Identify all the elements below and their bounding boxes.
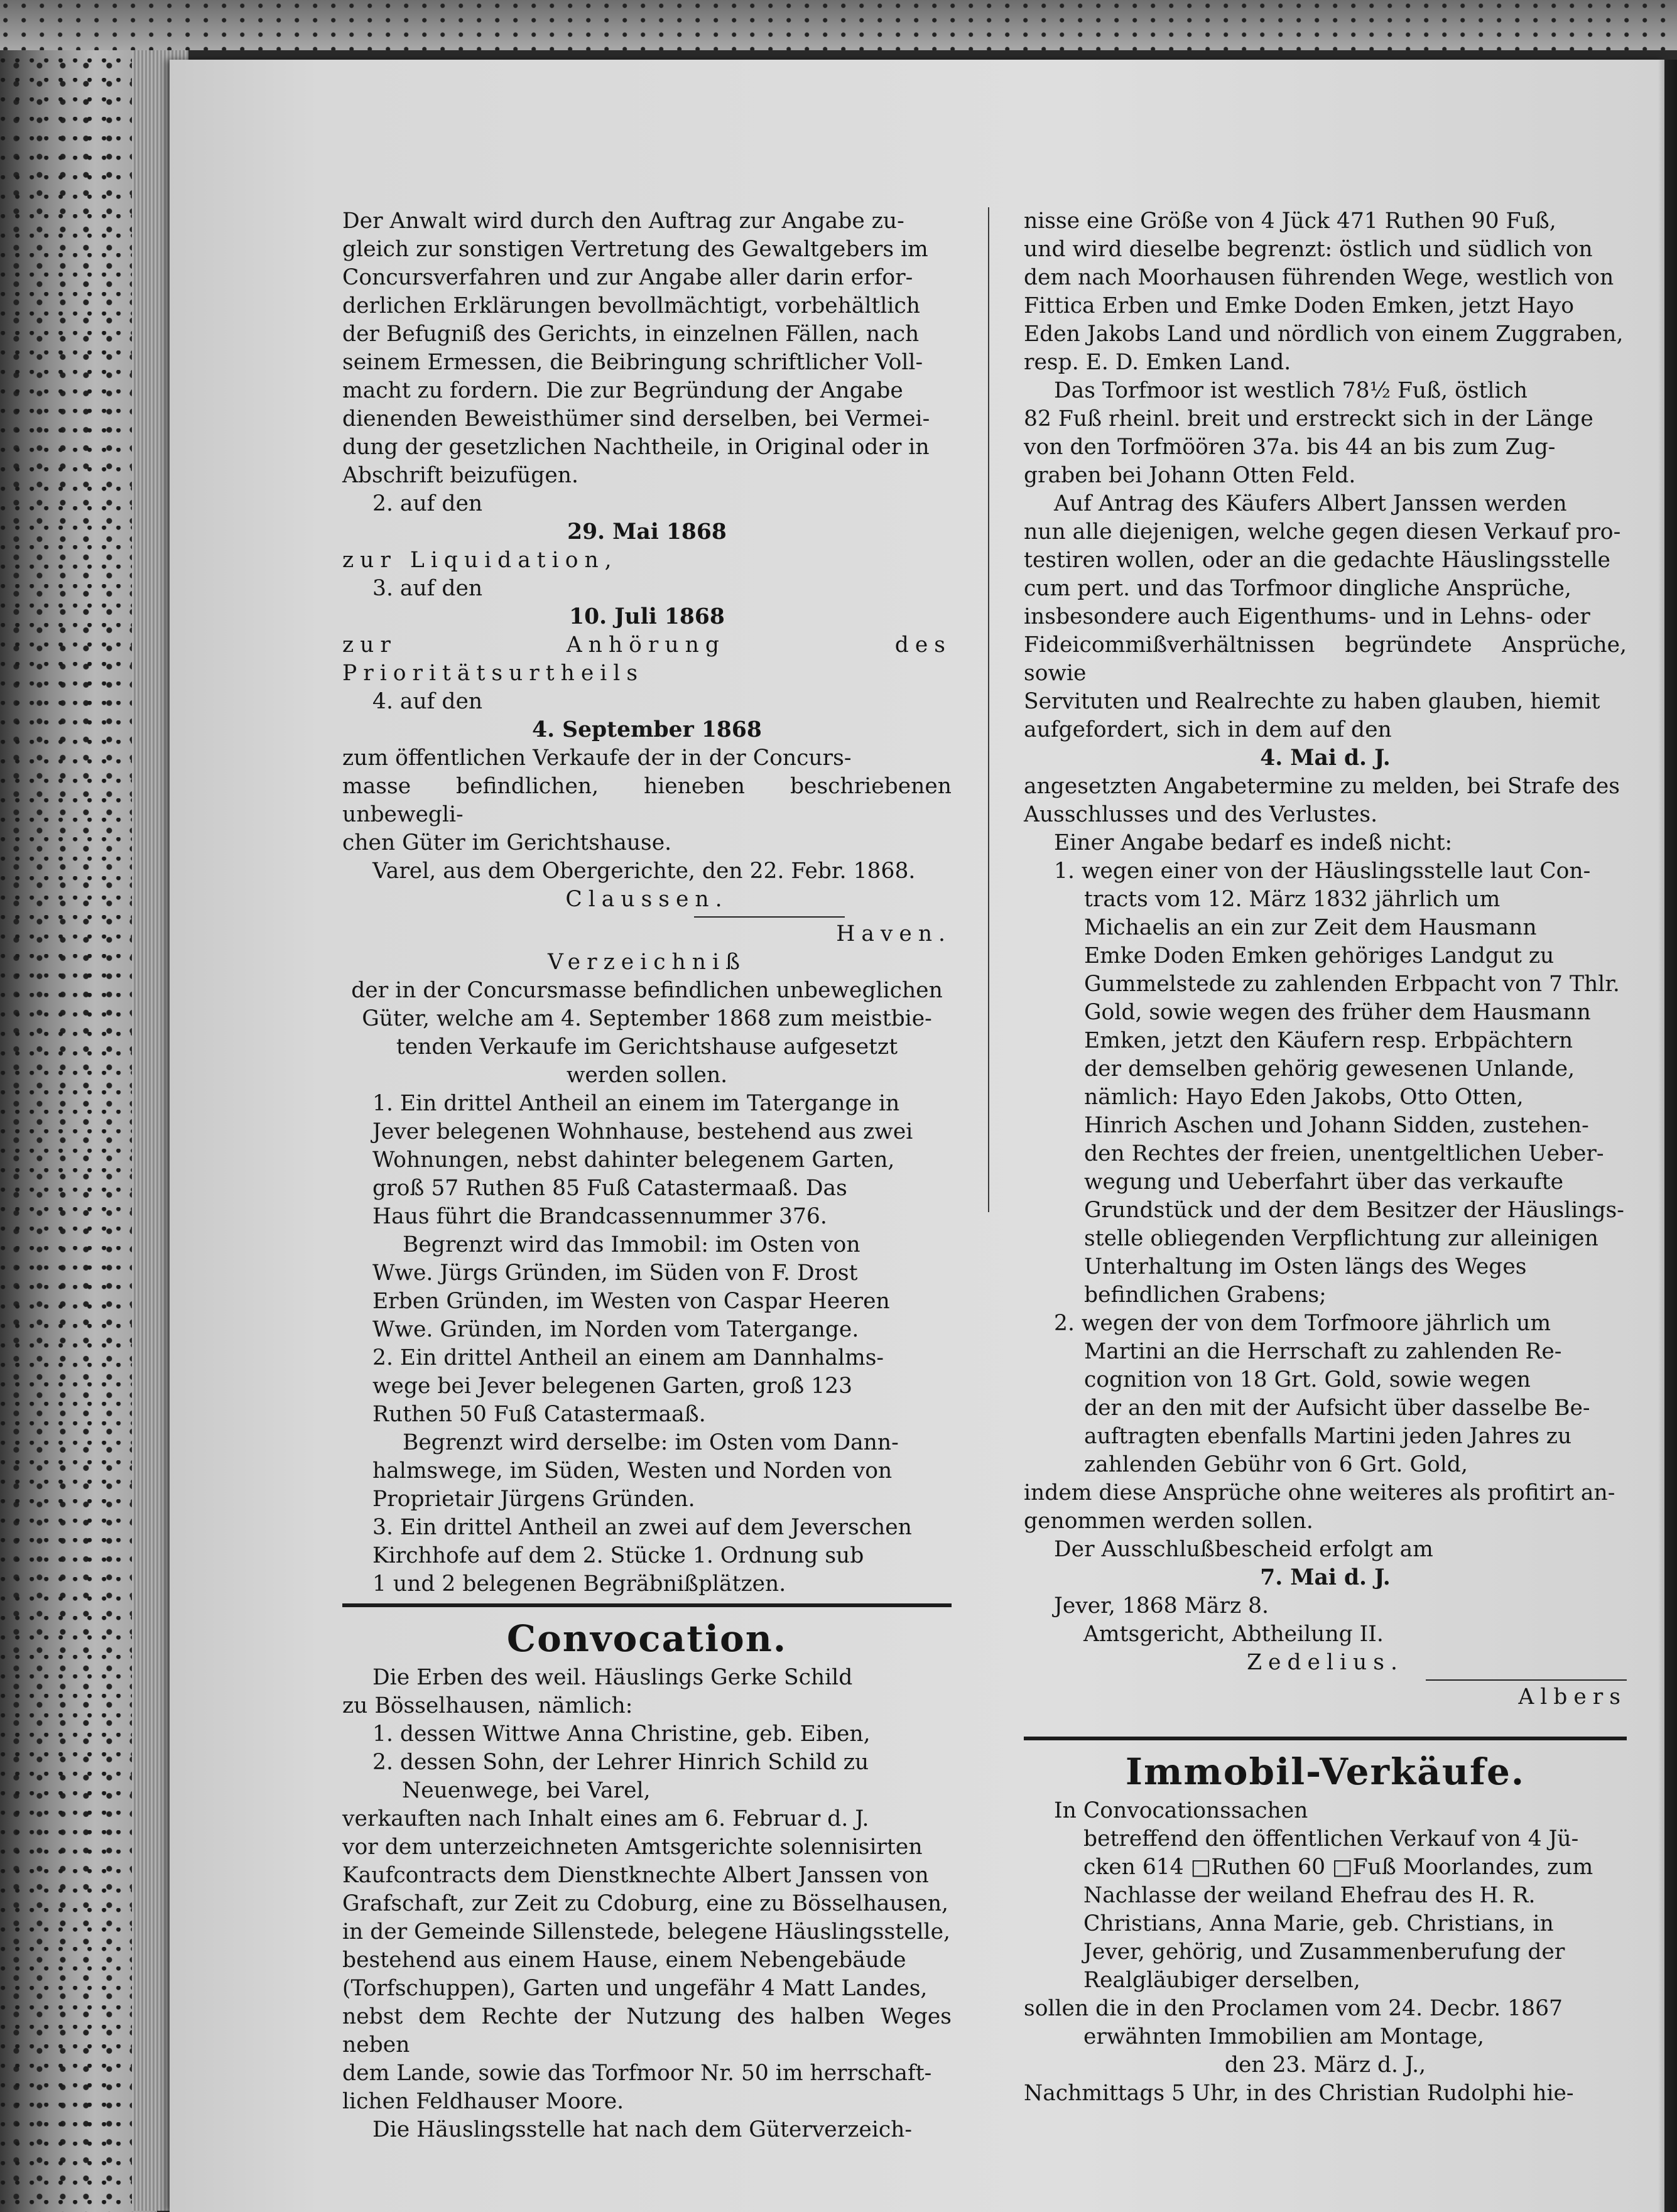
verzeichnis-intro: der in der Concursmasse befindlichen unbeweglichen Güter, welche am 4. September 1868 zum meistbie- tenden Verkaufe im Gerichtshause aufgesetzt werden sollen. (351, 978, 943, 1088)
verzeichnis-title: Verzeichniß (547, 950, 747, 975)
convocation-continued: Die Häuslingsstelle hat nach dem Güterverzeich- (372, 2117, 913, 2142)
signature-rule-right (1426, 1679, 1627, 1681)
exception-2: 2. wegen der von dem Torfmoore jährlich um Martini an die Herrschaft zu zahlenden Re- cognition von 18 Grt. Gold, sowie wegen der an den mit der Aufsicht über dasselbe Be- auftragten ebenfalls Martini jeden Jahres zu zahlenden Gebühr von 6 Grt. Gold, (1054, 1311, 1590, 1477)
immobil-date: den 23. März d. J., (1224, 2052, 1426, 2078)
torfmoor-paragraph: Das Torfmoor ist westlich 78½ Fuß, östlich 82 Fuß rheinl. breit und erstreckt sich in der Länge von den Torfmöören 37a. bis 44 an bis zum Zug- graben bei Johann Otten Feld. (1024, 378, 1593, 488)
exceptions-end: indem diese Ansprüche ohne weiteres als profitirt an- genommen werden sollen. (1024, 1480, 1615, 1534)
book-top-edge (0, 0, 1677, 50)
left-column (342, 207, 952, 2144)
decision-line: Der Ausschlußbescheid erfolgt am (1054, 1537, 1433, 1562)
verzeichnis-item-3: 3. Ein drittel Antheil an zwei auf dem Jeverschen Kirchhofe auf dem 2. Stücke 1. Ordnung sub 1 und 2 belegenen Begräbnißplätzen. (372, 1515, 912, 1597)
signature-albers: Albers (1518, 1684, 1627, 1710)
term-item-2: 2. auf den (372, 491, 483, 516)
termin-paragraph: angesetzten Angabetermine zu melden, bei Strafe des Ausschlusses und des Verlustes. (1024, 774, 1620, 827)
convocation-heading: Convocation. (506, 1617, 788, 1660)
place-date: Varel, aus dem Obergerichte, den 22. Febr. 1868. (372, 859, 916, 884)
page-gutter-shadow (1658, 60, 1677, 2212)
signature-zedelius: Zedelius. (1247, 1650, 1404, 1675)
right-column (1024, 207, 1627, 2108)
verzeichnis-item-2: 2. Ein drittel Antheil an einem am Dannhalms- wege bei Jever belegenen Garten, groß 123 Ruthen 50 Fuß Catastermaaß. Begrenzt wird derselbe: im Osten vom Dann- halmswege, im Süden, Westen und Norden von Proprietair Jürgens Gründen. (372, 1345, 899, 1512)
term-purpose-4: zum öffentlichen Verkaufe der in der Concurs- masse befindlichen, hieneben beschriebenen unbewegli- chen Güter im Gerichtshause. (342, 745, 952, 855)
column-divider (988, 207, 989, 1212)
convocation-intro: Die Erben des weil. Häuslings Gerke Schild zu Bösselhausen, nämlich: (342, 1665, 853, 1718)
convocation-continuation: nisse eine Größe von 4 Jück 471 Ruthen 90 Fuß, und wird dieselbe begrenzt: östlich und südlich von dem nach Moorhausen führenden Wege, westlich von Fittica Erben und Emke Doden Emken, jetzt Hayo Eden Jakobs Land und nördlich von einem Zuggraben, resp. E. D. Emken Land. (1024, 209, 1624, 375)
immobil-time-place: Nachmittags 5 Uhr, in des Christian Rudolphi hie- (1024, 2081, 1574, 2106)
exception-1: 1. wegen einer von der Häuslingsstelle laut Con- tracts vom 12. März 1832 jährlich um Michaelis an ein zur Zeit dem Hausmann Emke Doden Emken gehöriges Landgut zu Gummelstede zu zahlenden Erbpacht von 7 Thlr. Gold, sowie wegen des früher dem Hausmann Emken, jetzt den Käufern resp. Erbpächtern der demselben gehörig gewesenen Unlande, nämlich: Hayo Eden Jakobs, Otto Otten, Hinrich Aschen und Johann Sidden, zustehen- den Rechtes der freien, unentgeltlichen Ueber- wegung und Ueberfahrt über das verkaufte Grundstück und der dem Besitzer der Häuslings- stelle obliegenden Verpflichtung zur alleinigen Unterhaltung im Osten längs des Weges befindlichen Grabens; (1054, 859, 1624, 1308)
term-date-2: 29. Mai 1868 (567, 519, 727, 545)
term-purpose-3: zur Anhörung des Prioritätsurtheils (342, 632, 952, 686)
immobil-details: betreffend den öffentlichen Verkauf von 4 Jü- cken 614 □Ruthen 60 □Fuß Moorlandes, zum Nachlasse der weiland Ehefrau des H. R. Christians, Anna Marie, geb. Christians, in Jever, gehörig, und Zusammenberufung der Realgläubiger derselben, (1083, 1826, 1593, 1993)
attorney-paragraph: Der Anwalt wird durch den Auftrag zur Angabe zu- gleich zur sonstigen Vertretung des Gewaltgebers im Concursverfahren und zur Angabe aller darin erfor- derlichen Erklärungen bevollmächtigt, vorbehältlich der Befugniß des Gerichts, in einzelnen Fällen, nach seinem Ermessen, die Beibringung schriftlicher Voll- macht zu fordern. Die zur Begründung der Angabe dienenden Beweisthümer sind derselben, bei Vermei- dung der gesetzlichen Nachtheile, in Original oder in Abschrift beizufügen. (342, 209, 930, 488)
immobil-intro: In Convocationssachen (1054, 1798, 1308, 1823)
term-date-3: 10. Juli 1868 (569, 604, 725, 629)
place-date-jever: Jever, 1868 März 8. (1054, 1593, 1269, 1618)
immobil-sale: sollen die in den Proclamen vom 24. Decbr. 1867 erwähnten Immobilien am Montage, (1024, 1996, 1563, 2049)
antrag-paragraph: Auf Antrag des Käufers Albert Janssen werden nun alle diejenigen, welche gegen diesen Verkauf pro- testiren wollen, oder an die gedachte Häuslingsstelle cum pert. und das Torfmoor dingliche Ansprüche, insbesondere auch Eigenthums- und in Lehns- oder Fideicommißverhältnissen begründete Ansprüche, sowie Servituten und Realrechte zu haben glauben, hiemit aufgefordert, sich in dem auf den (1024, 491, 1627, 742)
convocation-heir-1: 1. dessen Wittwe Anna Christine, geb. Eiben, (372, 1721, 871, 1747)
signature-rule (694, 916, 845, 918)
exceptions-intro: Einer Angabe bedarf es indeß nicht: (1054, 830, 1453, 855)
date-may-4: 4. Mai d. J. (1260, 745, 1391, 771)
term-item-4: 4. auf den (372, 689, 483, 714)
section-rule-right (1024, 1737, 1627, 1740)
court-name: Amtsgericht, Abtheilung II. (1083, 1622, 1384, 1647)
immobil-heading: Immobil-Verkäufe. (1125, 1750, 1526, 1793)
term-item-3: 3. auf den (372, 576, 483, 601)
date-may-7: 7. Mai d. J. (1260, 1565, 1391, 1590)
term-purpose-2: zur Liquidation, (342, 548, 618, 573)
section-rule (342, 1603, 952, 1607)
signature-claussen: Claussen. (565, 887, 729, 912)
convocation-body: verkauften nach Inhalt eines am 6. Februar d. J. vor dem unterzeichneten Amtsgerichte solennisirten Kaufcontracts dem Dienstknechte Albert Janssen von Grafschaft, zur Zeit zu Cdoburg, eine zu Bösselhausen, in der Gemeinde Sillenstede, belegene Häuslingsstelle, bestehend aus einem Hause, einem Nebengebäude (Torfschuppen), Garten und ungefähr 4 Matt Landes, nebst dem Rechte der Nutzung des halben Weges neben dem Lande, sowie das Torfmoor Nr. 50 im herrschaft- lichen Feldhauser Moore. (342, 1806, 952, 2114)
term-date-4: 4. September 1868 (532, 717, 762, 742)
verzeichnis-item-1: 1. Ein drittel Antheil an einem im Tatergange in Jever belegenen Wohnhause, bestehend aus zwei Wohnungen, nebst dahinter belegenem Garten, groß 57 Ruthen 85 Fuß Catastermaaß. Das Haus führt die Brandcassennummer 376. Begrenzt wird das Immobil: im Osten von Wwe. Jürgs Gründen, im Süden von F. Drost Erben Gründen, im Westen von Caspar Heeren Wwe. Gründen, im Norden vom Tatergange. (372, 1091, 913, 1342)
signature-haven: Haven. (836, 921, 952, 946)
convocation-heir-2: 2. dessen Sohn, der Lehrer Hinrich Schild zu Neuenwege, bei Varel, (372, 1750, 869, 1803)
